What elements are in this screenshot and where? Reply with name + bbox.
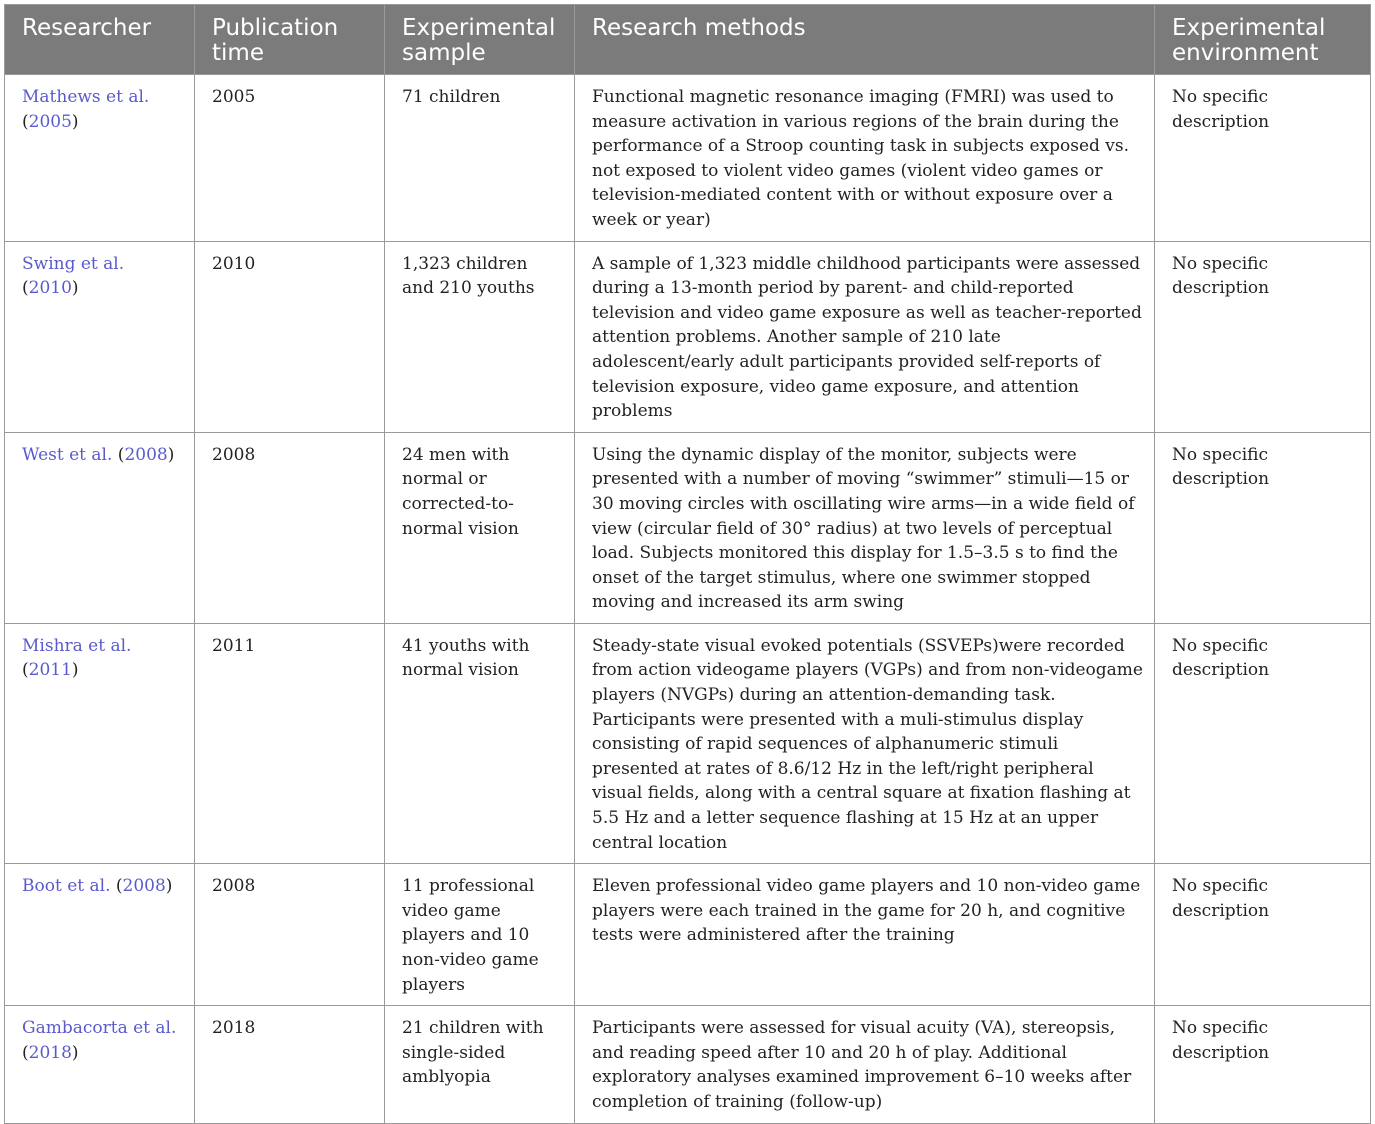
researcher-cell	[5, 864, 195, 1006]
researcher-link[interactable]: Gambacorta et al.	[22, 1018, 177, 1039]
methods-cell: Eleven professional video game players and 10 non-video game players were each trained in the game for 20 h, and cognitive tests were administered after the training	[575, 864, 1155, 1006]
methods-cell: A sample of 1,323 middle childhood participants were assessed during a 13-month period by parent- and child-reported television and video game exposure as well as teacher-reported attention problems. Another sample of 210 late adolescent/early adult participants provided self-reports of television exposure, video game exposure, and attention problems	[575, 241, 1155, 432]
table-row	[5, 75, 1371, 242]
paren-close: )	[71, 111, 79, 132]
paren-open: (	[112, 444, 125, 465]
sample-cell: 24 men with normal or corrected-to-normal vision	[385, 432, 575, 623]
methods-cell: Steady-state visual evoked potentials (SSVEPs)were recorded from action videogame players (VGPs) and from non-videogame players (NVGPs) during an attention-demanding task. Participants were presented with a muli-stimulus display consisting of rapid sequences of alphanumeric stimuli presented at rates of 8.6/12 Hz in the left/right peripheral visual fields, along with a central square at fixation flashing at 5.5 Hz and a letter sequence flashing at 15 Hz at an upper central location	[575, 623, 1155, 863]
researcher-cell	[5, 432, 195, 623]
publication-time-cell: 2008	[195, 864, 385, 1006]
sample-cell: 71 children	[385, 75, 575, 242]
researcher-link[interactable]: Mathews et al.	[22, 87, 150, 107]
publication-time-cell: 2005	[195, 75, 385, 242]
year-link[interactable]: 2008	[124, 444, 168, 465]
methods-cell: Using the dynamic display of the monitor, subjects were presented with a number of moving “swimmer” stimuli—15 or 30 moving circles with oscillating wire arms—in a wide field of view (circular field of 30° radius) at two levels of perceptual load. Subjects monitored this display for 1.5–3.5 s to find the onset of the target stimulus, where one swimmer stopped moving and increased its arm swing	[575, 432, 1155, 623]
paren-open: (	[22, 278, 29, 299]
table-row	[5, 864, 1371, 1006]
environment-cell: No specific description	[1155, 623, 1371, 863]
researcher-cell	[5, 75, 195, 242]
paren-close: )	[71, 278, 79, 299]
table-row	[5, 241, 1371, 432]
publication-time-cell: 2010	[195, 241, 385, 432]
table-row	[5, 432, 1371, 623]
paren-open: (	[110, 876, 123, 897]
paren-close: )	[167, 444, 175, 465]
research-table	[4, 4, 1371, 1124]
header-research-methods: Research methods	[575, 5, 1155, 75]
header-publication-time: Publication time	[195, 5, 385, 75]
year-link[interactable]: 2010	[28, 278, 72, 299]
environment-cell: No specific description	[1155, 1006, 1371, 1123]
sample-cell: 41 youths with normal vision	[385, 623, 575, 863]
year-link[interactable]: 2005	[28, 111, 72, 132]
sample-cell: 1,323 children and 210 youths	[385, 241, 575, 432]
table-row	[5, 623, 1371, 863]
environment-cell: No specific description	[1155, 864, 1371, 1006]
header-experimental-sample: Experimental sample	[385, 5, 575, 75]
methods-cell: Functional magnetic resonance imaging (FMRI) was used to measure activation in various regions of the brain during the performance of a Stroop counting task in subjects exposed vs. not exposed to violent video games (violent video games or television-mediated content with or without exposure over a week or year)	[575, 75, 1155, 242]
environment-cell: No specific description	[1155, 432, 1371, 623]
header-researcher: Researcher	[5, 5, 195, 75]
researcher-cell	[5, 241, 195, 432]
researcher-link[interactable]: Mishra et al.	[22, 635, 132, 656]
sample-cell: 11 professional video game players and 10 non-video game players	[385, 864, 575, 1006]
researcher-link[interactable]: Swing et al.	[22, 253, 125, 274]
paren-close: )	[165, 876, 173, 897]
researcher-link[interactable]: West et al.	[22, 444, 113, 465]
sample-cell: 21 children with single-sided amblyopia	[385, 1006, 575, 1123]
publication-time-cell: 2008	[195, 432, 385, 623]
year-link[interactable]: 2018	[28, 1042, 72, 1063]
header-row	[5, 5, 1371, 75]
methods-cell: Participants were assessed for visual acuity (VA), stereopsis, and reading speed after 10 and 20 h of play. Additional exploratory analyses examined improvement 6–10 weeks after completion of training (follow-up)	[575, 1006, 1155, 1123]
header-experimental-environment: Experimental environment	[1155, 5, 1371, 75]
paren-close: )	[71, 660, 79, 681]
researcher-cell	[5, 623, 195, 863]
environment-cell: No specific description	[1155, 241, 1371, 432]
researcher-link[interactable]: Boot et al.	[22, 876, 111, 897]
publication-time-cell: 2018	[195, 1006, 385, 1123]
paren-open: (	[22, 111, 29, 132]
publication-time-cell: 2011	[195, 623, 385, 863]
table-row	[5, 1006, 1371, 1123]
researcher-cell	[5, 1006, 195, 1123]
paren-open: (	[22, 660, 29, 681]
year-link[interactable]: 2011	[28, 660, 72, 681]
environment-cell: No specific description	[1155, 75, 1371, 242]
paren-open: (	[22, 1042, 29, 1063]
paren-close: )	[71, 1042, 79, 1063]
year-link[interactable]: 2008	[122, 876, 166, 897]
